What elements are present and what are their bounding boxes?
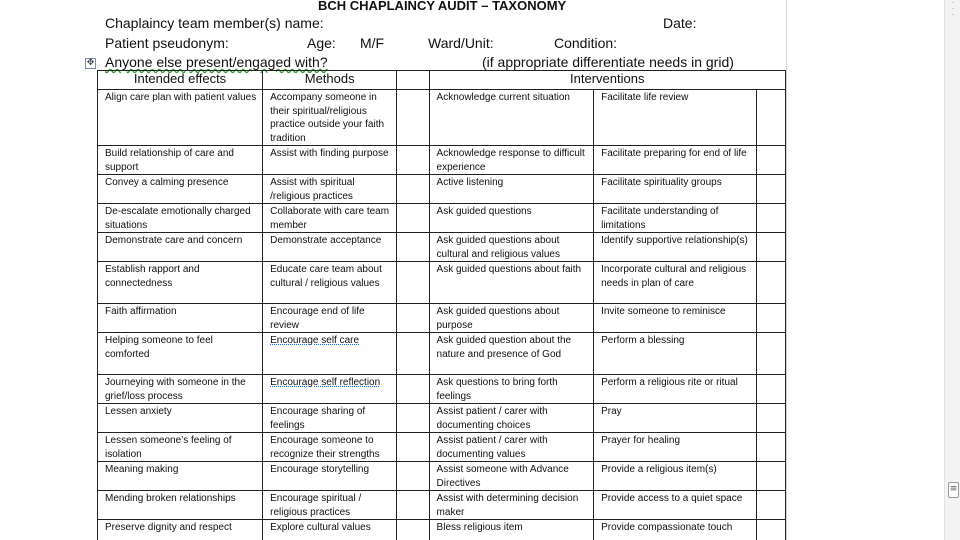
cell-intervention: Acknowledge current situation [429, 90, 594, 146]
cell-effect: Mending broken relationships [98, 491, 263, 520]
cell-intervention: Facilitate life review [594, 90, 757, 146]
ruler-marks-icon: · · · [951, 0, 955, 19]
cell-check[interactable] [397, 146, 429, 175]
table-row [98, 520, 786, 540]
header-spacer [397, 71, 429, 90]
others-present-label: Anyone else present/engaged with? [105, 54, 328, 70]
cell-effect: Build relationship of care and support [98, 146, 263, 175]
cell-check[interactable] [757, 520, 786, 540]
cell-intervention: Incorporate cultural and religious needs in plan of care [594, 262, 757, 304]
cell-effect: Align care plan with patient values [98, 90, 263, 146]
cell-check[interactable] [397, 204, 429, 233]
cell-effect: Preserve dignity and respect [98, 520, 263, 540]
editor-gutter [786, 0, 960, 540]
cell-check[interactable] [397, 404, 429, 433]
cell-check[interactable] [757, 433, 786, 462]
cell-effect: Meaning making [98, 462, 263, 491]
table-row [98, 333, 786, 375]
cell-intervention: Perform a blessing [594, 333, 757, 375]
scroll-thumb-icon[interactable]: ≡ [948, 482, 959, 498]
cell-intervention: Provide access to a quiet space [594, 491, 757, 520]
cell-check[interactable] [397, 304, 429, 333]
cell-check[interactable] [397, 175, 429, 204]
table-row [98, 491, 786, 520]
cell-intervention: Assist patient / carer with documenting choices [429, 404, 594, 433]
cell-intervention: Active listening [429, 175, 594, 204]
cell-intervention: Provide a religious item(s) [594, 462, 757, 491]
cell-intervention: Ask guided questions about faith [429, 262, 594, 304]
cell-method: Demonstrate acceptance [263, 233, 397, 262]
cell-effect: Helping someone to feel comforted [98, 333, 263, 375]
cell-method: Educate care team about cultural / religious values [263, 262, 397, 304]
cell-check[interactable] [757, 175, 786, 204]
member-name-label: Chaplaincy team member(s) name: [105, 15, 324, 31]
cell-effect: Lessen someone’s feeling of isolation [98, 433, 263, 462]
cell-check[interactable] [757, 491, 786, 520]
cell-effect: Faith affirmation [98, 304, 263, 333]
cell-intervention: Provide compassionate touch [594, 520, 757, 540]
cell-check[interactable] [757, 333, 786, 375]
table-row [98, 404, 786, 433]
table-row [98, 304, 786, 333]
cell-check[interactable] [397, 233, 429, 262]
cell-check[interactable] [397, 375, 429, 404]
date-label: Date: [663, 15, 697, 31]
cell-method: Encourage someone to recognize their strengths [263, 433, 397, 462]
table-row [98, 90, 786, 146]
cell-intervention: Facilitate spirituality groups [594, 175, 757, 204]
header-methods: Methods [263, 71, 397, 90]
table-row [98, 175, 786, 204]
cell-intervention: Acknowledge response to difficult experience [429, 146, 594, 175]
cell-method: Accompany someone in their spiritual/religious practice outside your faith tradition [263, 90, 397, 146]
table-header-row [98, 71, 786, 90]
cell-check[interactable] [397, 520, 429, 540]
cell-method: Assist with finding purpose [263, 146, 397, 175]
cell-intervention: Assist someone with Advance Directives [429, 462, 594, 491]
table-row [98, 262, 786, 304]
cell-intervention: Ask questions to bring forth feelings [429, 375, 594, 404]
cell-method: Collaborate with care team member [263, 204, 397, 233]
cell-check[interactable] [397, 333, 429, 375]
cell-check[interactable] [757, 233, 786, 262]
cell-intervention: Ask guided questions about purpose [429, 304, 594, 333]
cell-check[interactable] [757, 304, 786, 333]
cell-effect: Demonstrate care and concern [98, 233, 263, 262]
cell-intervention: Invite someone to reminisce [594, 304, 757, 333]
cell-method: Encourage self care [263, 333, 397, 375]
cell-intervention: Identify supportive relationship(s) [594, 233, 757, 262]
cell-intervention: Bless religious item [429, 520, 594, 540]
cell-check[interactable] [757, 375, 786, 404]
table-row [98, 462, 786, 491]
cell-effect: Lessen anxiety [98, 404, 263, 433]
cell-check[interactable] [397, 433, 429, 462]
header-intended-effects: Intended effects [98, 71, 263, 90]
cell-intervention: Ask guided question about the nature and presence of God [429, 333, 594, 375]
cell-method: Encourage spiritual / religious practices [263, 491, 397, 520]
table-row [98, 233, 786, 262]
cell-intervention: Assist patient / carer with documenting values [429, 433, 594, 462]
taxonomy-table [97, 70, 786, 540]
cell-intervention: Perform a religious rite or ritual [594, 375, 757, 404]
cell-method: Encourage sharing of feelings [263, 404, 397, 433]
cell-intervention: Facilitate understanding of limitations [594, 204, 757, 233]
cell-check[interactable] [757, 90, 786, 146]
table-move-handle-icon[interactable]: ✥ [86, 58, 95, 68]
grid-note: (if appropriate differentiate needs in grid) [482, 54, 734, 70]
age-label: Age: [307, 35, 336, 51]
cell-intervention: Assist with determining decision maker [429, 491, 594, 520]
cell-check[interactable] [757, 404, 786, 433]
header-interventions: Interventions [429, 71, 785, 90]
document-title: BCH CHAPLAINCY AUDIT – TAXONOMY [318, 0, 567, 13]
table-row [98, 146, 786, 175]
table-row [98, 375, 786, 404]
patient-pseudonym-label: Patient pseudonym: [105, 35, 229, 51]
cell-effect: Convey a calming presence [98, 175, 263, 204]
cell-check[interactable] [397, 491, 429, 520]
table-row [98, 433, 786, 462]
cell-intervention: Facilitate preparing for end of life [594, 146, 757, 175]
vertical-scrollbar[interactable] [944, 0, 960, 540]
cell-check[interactable] [397, 90, 429, 146]
cell-intervention: Prayer for healing [594, 433, 757, 462]
cell-check[interactable] [397, 462, 429, 491]
cell-method: Explore cultural values [263, 520, 397, 540]
sex-label: M/F [360, 35, 385, 51]
cell-method: Encourage end of life review [263, 304, 397, 333]
cell-method: Encourage storytelling [263, 462, 397, 491]
condition-label: Condition: [554, 35, 618, 51]
cell-intervention: Ask guided questions [429, 204, 594, 233]
cell-intervention: Pray [594, 404, 757, 433]
table-row [98, 204, 786, 233]
cell-check[interactable] [757, 146, 786, 175]
cell-check[interactable] [757, 262, 786, 304]
cell-effect: Establish rapport and connectedness [98, 262, 263, 304]
cell-method: Encourage self reflection [263, 375, 397, 404]
cell-effect: Journeying with someone in the grief/loss process [98, 375, 263, 404]
cell-check[interactable] [757, 462, 786, 491]
cell-check[interactable] [397, 262, 429, 304]
cell-check[interactable] [757, 204, 786, 233]
cell-method: Assist with spiritual /religious practices [263, 175, 397, 204]
cell-intervention: Ask guided questions about cultural and religious values [429, 233, 594, 262]
cell-effect: De-escalate emotionally charged situations [98, 204, 263, 233]
ward-label: Ward/Unit: [428, 35, 494, 51]
